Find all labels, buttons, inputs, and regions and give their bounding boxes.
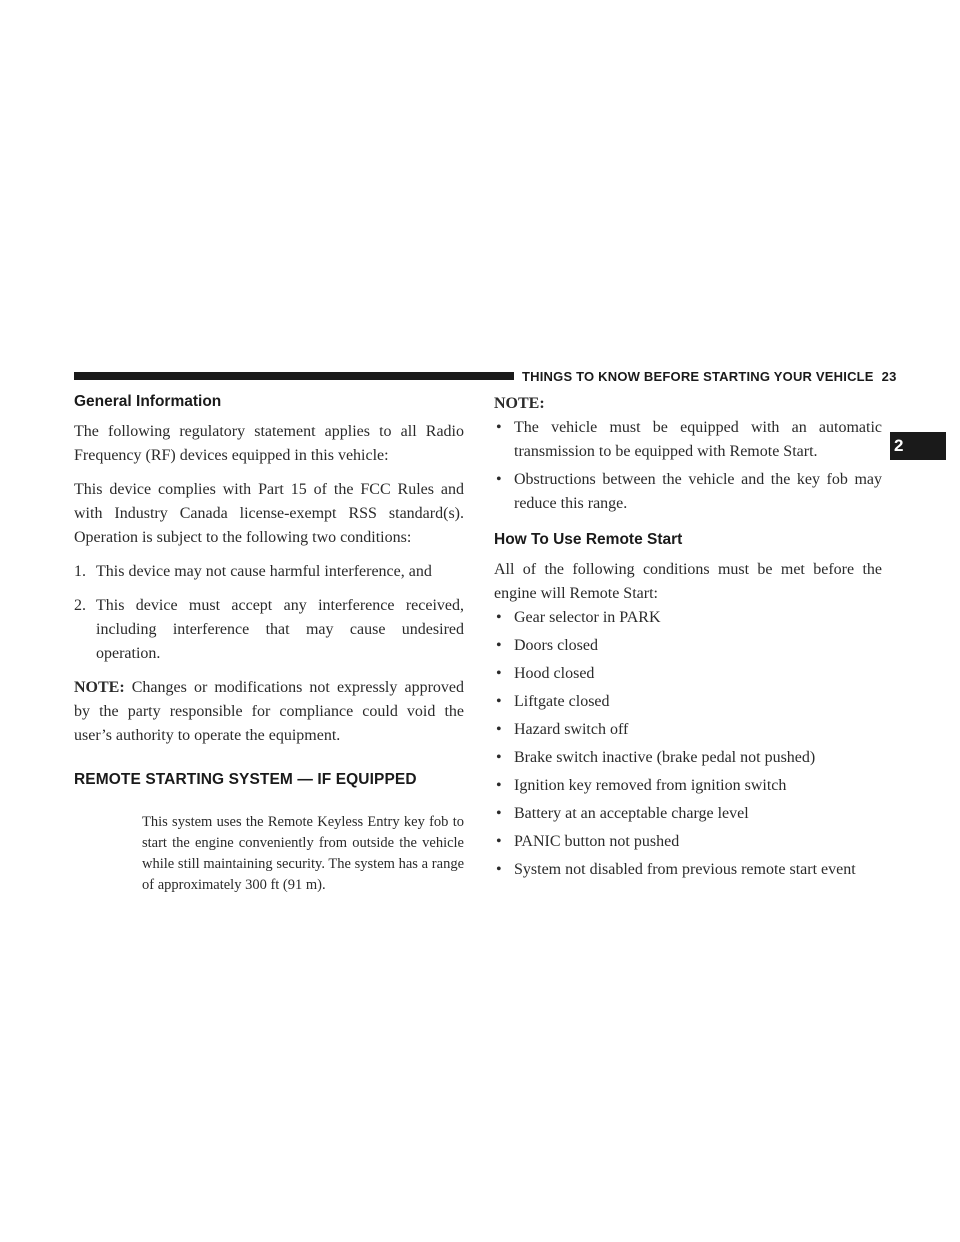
condition-number: 2. bbox=[74, 597, 86, 614]
list-item-text: The vehicle must be equipped with an automatic transmission to be equipped with Remote Start. bbox=[514, 419, 882, 460]
list-item-text: Hazard switch off bbox=[514, 721, 629, 738]
note-bullets bbox=[494, 416, 882, 516]
how-to-use-heading: How To Use Remote Start bbox=[494, 531, 683, 548]
right-column bbox=[494, 392, 882, 882]
list-item bbox=[494, 468, 882, 516]
bullet-icon: • bbox=[496, 861, 502, 878]
how-to-intro: All of the following conditions must be met before the engine will Remote Start: bbox=[494, 561, 882, 602]
list-item-text: Brake switch inactive (brake pedal not pushed) bbox=[514, 749, 816, 766]
bullet-icon: • bbox=[496, 665, 502, 682]
bullet-icon: • bbox=[496, 805, 502, 822]
note-label: NOTE: bbox=[74, 679, 125, 696]
list-item-text: Liftgate closed bbox=[514, 693, 610, 710]
condition-text: This device may not cause harmful interference, and bbox=[96, 563, 432, 580]
list-item-text: Battery at an acceptable charge level bbox=[514, 805, 749, 822]
list-item bbox=[494, 606, 882, 630]
list-item-text: PANIC button not pushed bbox=[514, 833, 680, 850]
bullet-icon: • bbox=[496, 749, 502, 766]
list-item bbox=[494, 416, 882, 464]
list-item bbox=[494, 746, 882, 770]
list-item-text: Ignition key removed from ignition switch bbox=[514, 777, 787, 794]
list-item-text: Obstructions between the vehicle and the key fob may reduce this range. bbox=[514, 471, 882, 512]
general-information-heading: General Information bbox=[74, 393, 222, 410]
bullet-icon: • bbox=[496, 833, 502, 850]
condition-text: This device must accept any interference received, including interference that may cause undesired operation. bbox=[96, 597, 464, 662]
condition-item bbox=[74, 594, 464, 666]
condition-number: 1. bbox=[74, 563, 86, 580]
bullet-icon: • bbox=[496, 609, 502, 626]
list-item bbox=[494, 662, 882, 686]
bullet-icon: • bbox=[496, 777, 502, 794]
bullet-icon: • bbox=[496, 637, 502, 654]
bullet-icon: • bbox=[496, 471, 502, 488]
header-rule bbox=[74, 372, 514, 380]
list-item-text: Gear selector in PARK bbox=[514, 609, 661, 626]
list-item bbox=[494, 830, 882, 854]
condition-item bbox=[74, 560, 464, 584]
list-item bbox=[494, 774, 882, 798]
list-item bbox=[494, 858, 882, 882]
fcc-note bbox=[74, 676, 464, 748]
bullet-icon: • bbox=[496, 419, 502, 436]
note-heading: NOTE: bbox=[494, 395, 545, 412]
remote-start-intro: This system uses the Remote Keyless Entry key fob to start the engine conveniently from outside the vehicle while still maintaining security. The system has a range of approximately 300 ft (91 m). bbox=[142, 814, 464, 893]
remote-starting-heading: REMOTE STARTING SYSTEM — IF EQUIPPED bbox=[74, 771, 417, 788]
page-number: 23 bbox=[881, 369, 897, 384]
list-item-text: Doors closed bbox=[514, 637, 598, 654]
remote-start-conditions bbox=[494, 606, 882, 882]
note-text: Changes or modifications not expressly approved by the party responsible for compliance could void the user’s authority to operate the equipment. bbox=[74, 679, 464, 744]
list-item bbox=[494, 634, 882, 658]
bullet-icon: • bbox=[496, 721, 502, 738]
list-item bbox=[494, 802, 882, 826]
chapter-tab: 2 bbox=[890, 432, 946, 460]
list-item-text: System not disabled from previous remote start event bbox=[514, 861, 856, 878]
fcc-paragraph: This device complies with Part 15 of the FCC Rules and with Industry Canada license-exempt RSS standard(s). Operation is subject to the following two conditions: bbox=[74, 481, 464, 546]
bullet-icon: • bbox=[496, 693, 502, 710]
list-item bbox=[494, 690, 882, 714]
running-head bbox=[522, 369, 897, 384]
regulatory-paragraph: The following regulatory statement applies to all Radio Frequency (RF) devices equipped in this vehicle: bbox=[74, 423, 464, 464]
left-column bbox=[74, 392, 464, 896]
list-item-text: Hood closed bbox=[514, 665, 595, 682]
list-item bbox=[494, 718, 882, 742]
running-head-title: THINGS TO KNOW BEFORE STARTING YOUR VEHICLE bbox=[522, 369, 874, 384]
